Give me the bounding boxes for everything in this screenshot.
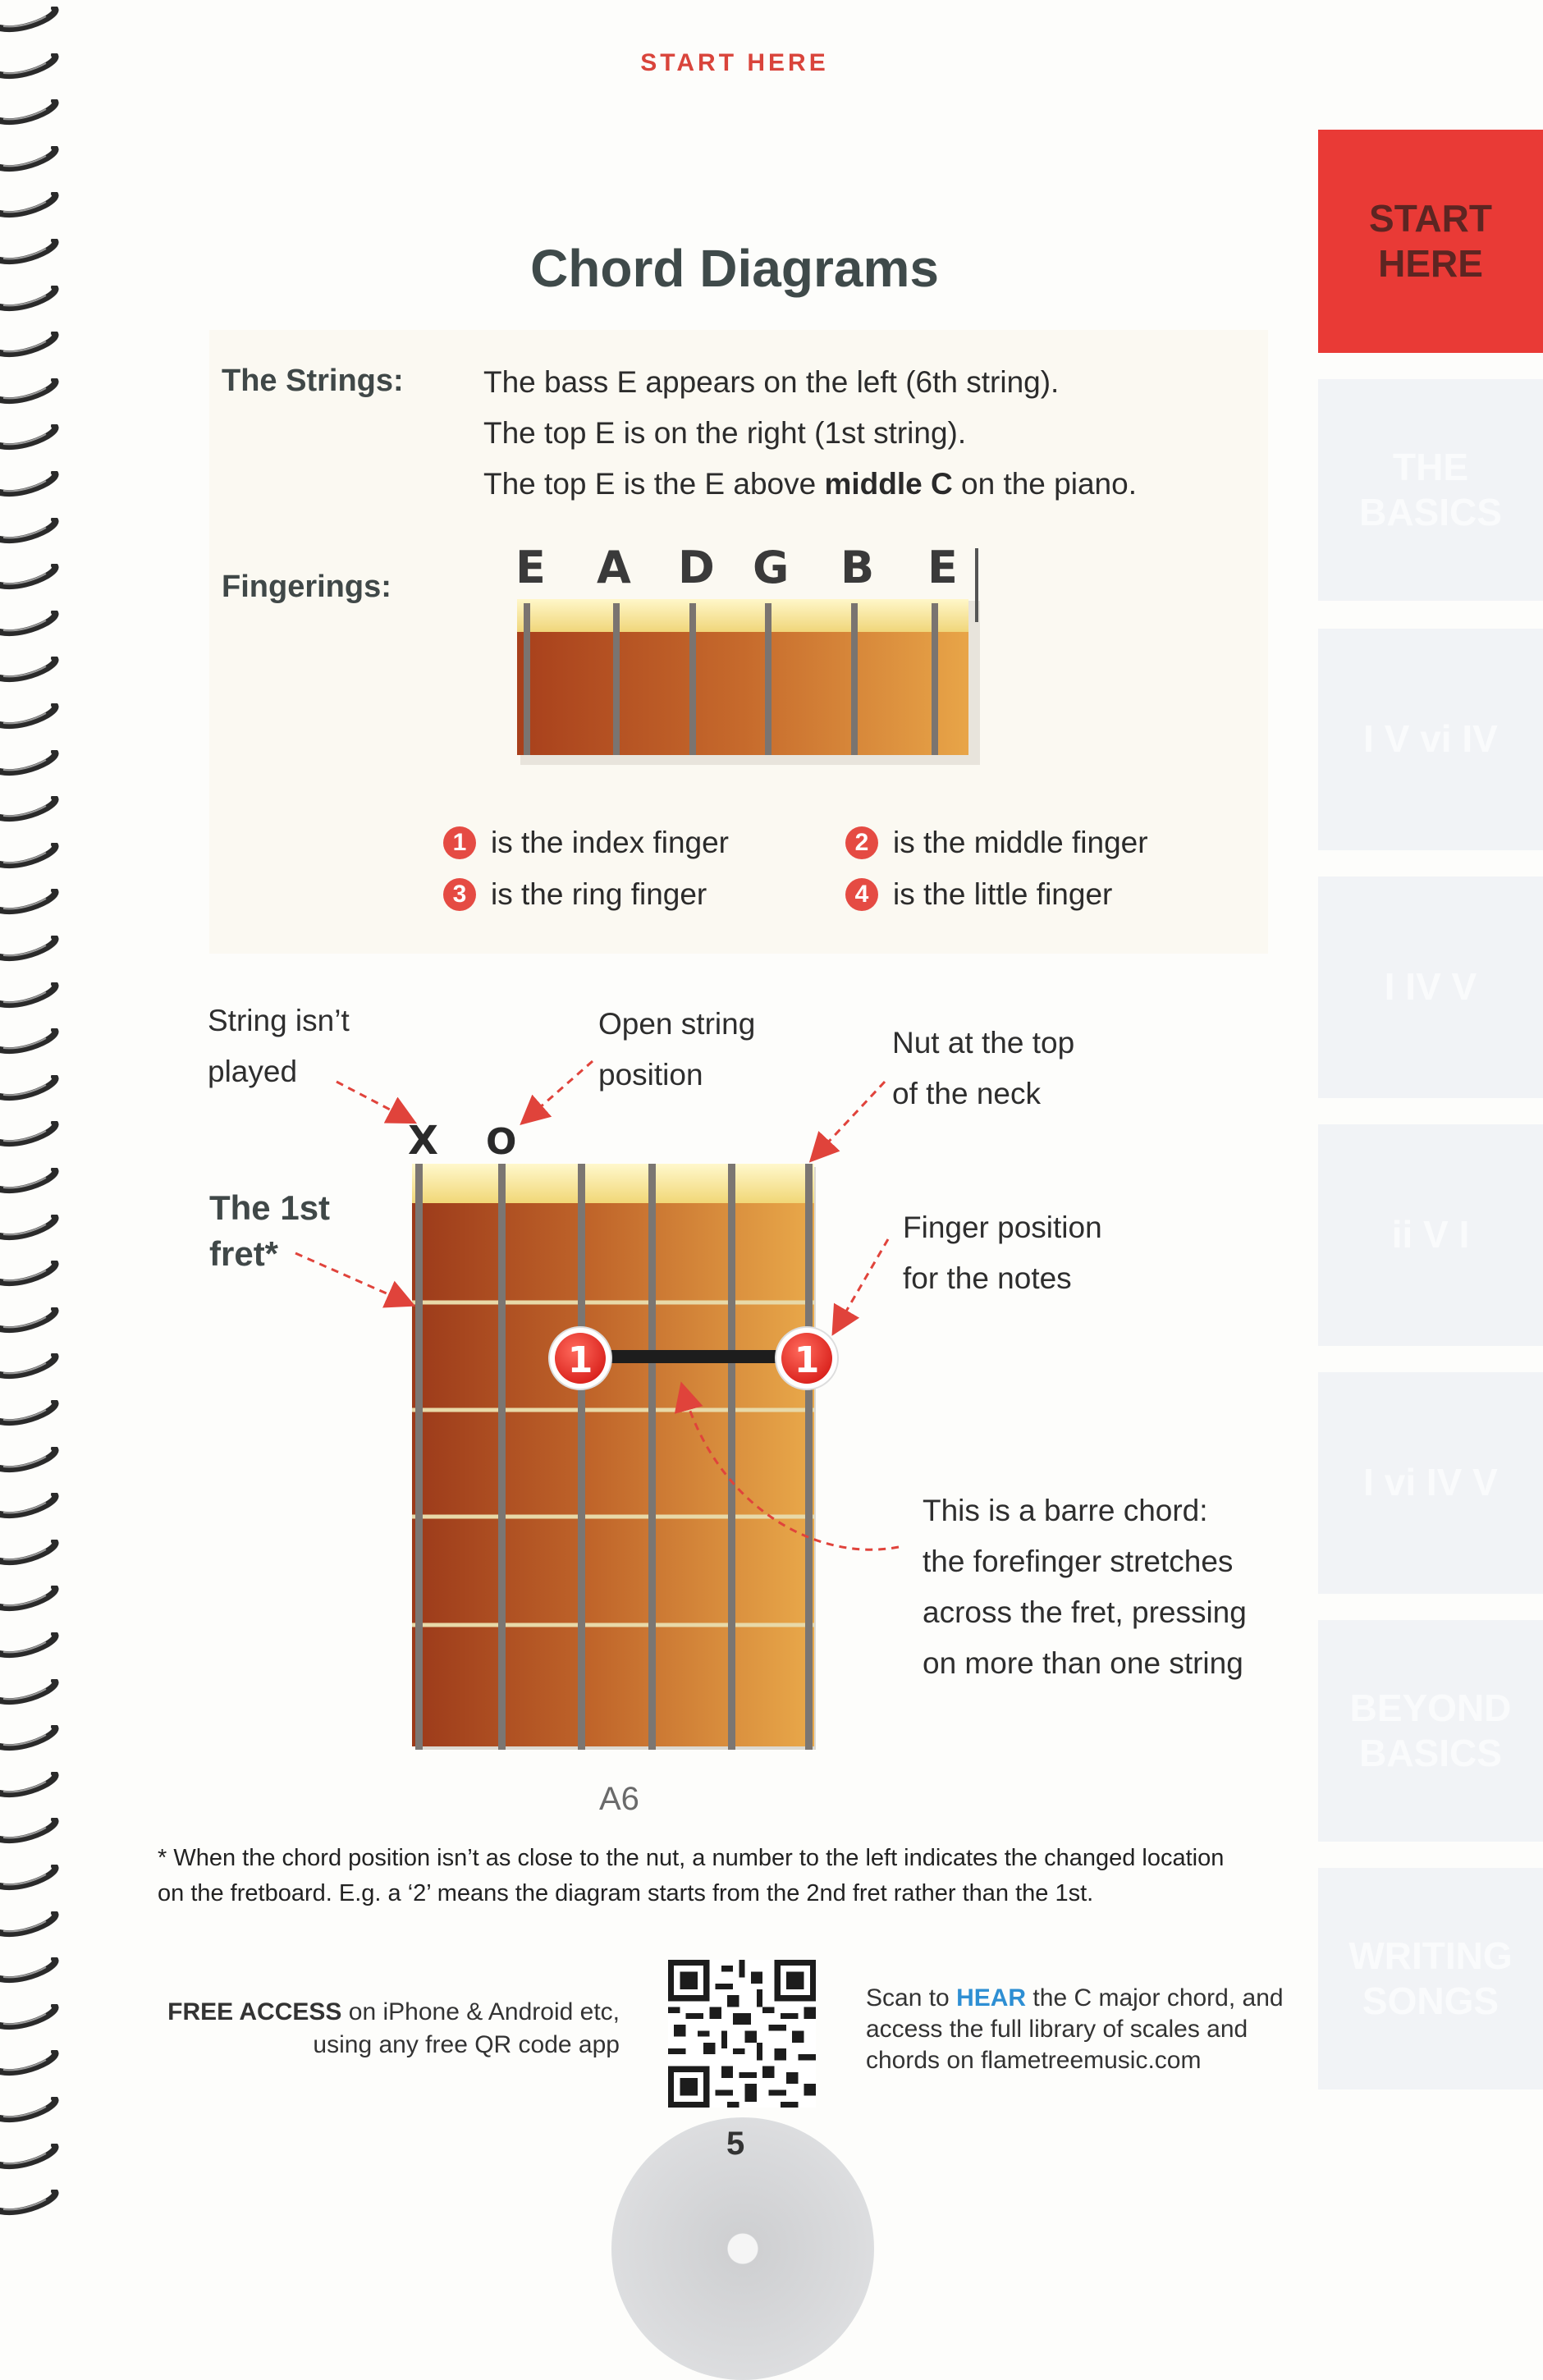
tab-the-basics[interactable]: THE BASICS <box>1318 379 1543 601</box>
arrow-finger-position <box>836 1239 888 1330</box>
strings-line-1: The bass E appears on the left (6th string). <box>483 365 1060 399</box>
finger-number: 2 <box>845 826 878 859</box>
diagram-string <box>578 1164 585 1750</box>
diagram-fretboard <box>412 1203 814 1746</box>
finger-desc: is the index finger <box>491 826 730 859</box>
diagram-nut <box>412 1164 814 1203</box>
finger-desc: is the little finger <box>893 877 1113 911</box>
scan-note: Scan to HEAR the C major chord, and access the full library of scales and chords on flametreemusic.com <box>866 1984 1284 2074</box>
open-marker: O <box>486 1121 517 1163</box>
annotation-open-string: Open string position <box>598 1007 756 1092</box>
arrow-first-fret <box>295 1253 409 1303</box>
diagram-string <box>648 1164 656 1750</box>
arrow-not-played <box>337 1082 410 1120</box>
tab-i-vi-iv-v[interactable]: I vi IV V <box>1318 1372 1543 1594</box>
finger-dot-label: 1 <box>567 1339 593 1381</box>
finger-desc: is the ring finger <box>491 877 707 911</box>
annotation-nut: Nut at the top of the neck <box>892 1026 1075 1110</box>
tab-writing-songs[interactable]: WRITING SONGS <box>1318 1868 1543 2089</box>
qr-code[interactable] <box>668 1960 816 2108</box>
annotation-finger-position: Finger position for the notes <box>903 1211 1102 1295</box>
barre-bar <box>580 1350 808 1363</box>
tab-i-iv-v[interactable]: I IV V <box>1318 876 1543 1098</box>
tab-i-v-vi-iv[interactable]: I V vi IV <box>1318 629 1543 850</box>
diagram-string <box>415 1164 423 1750</box>
string-name: A <box>597 542 631 593</box>
fingerings-label: Fingerings: <box>222 570 391 604</box>
tab-ii-v-i[interactable]: ii V I <box>1318 1124 1543 1346</box>
annotation-not-played: String isn’t played <box>208 1004 350 1088</box>
diagram-string <box>728 1164 735 1750</box>
finger-dot-label: 1 <box>794 1339 820 1381</box>
string-name: B <box>840 542 875 593</box>
annotation-barre: This is a barre chord: the forefinger stretches across the fret, pressing on more than one string <box>923 1494 1247 1680</box>
page-number: 5 <box>726 2126 745 2162</box>
string-name: E <box>927 542 958 593</box>
finger-desc: is the middle finger <box>893 826 1148 859</box>
string-name: G <box>753 542 790 593</box>
tab-start-here[interactable]: START HERE <box>1318 130 1543 353</box>
section-header: START HERE <box>640 49 829 76</box>
arrow-nut <box>814 1082 885 1157</box>
strings-label: The Strings: <box>222 364 404 398</box>
arrow-open-string <box>525 1061 593 1120</box>
strings-line-3: The top E is the E above middle C on the piano. <box>483 467 1137 501</box>
chord-name: A6 <box>599 1781 639 1817</box>
finger-number: 3 <box>443 878 476 911</box>
string-name: D <box>678 542 715 593</box>
free-access-note: FREE ACCESS on iPhone & Android etc, using any free QR code app <box>167 1998 620 2058</box>
diagram-string <box>498 1164 506 1750</box>
finger-number: 1 <box>443 826 476 859</box>
page-title: Chord Diagrams <box>530 239 939 298</box>
string-name: E <box>515 542 546 593</box>
finger-number: 4 <box>845 878 878 911</box>
strings-line-2: The top E is on the right (1st string). <box>483 416 967 450</box>
finger-dot-left <box>549 1327 611 1389</box>
tab-beyond-basics[interactable]: BEYOND BASICS <box>1318 1620 1543 1842</box>
annotation-first-fret: The 1st fret* <box>209 1188 331 1273</box>
footnote: * When the chord position isn’t as close to the nut, a number to the left indicates the changed location on the fretboard. E.g. a ‘2’ means the diagram starts from the 2nd fret rather than the 1st. <box>158 1845 1225 1906</box>
muted-marker: X <box>408 1118 439 1164</box>
finger-dot-right <box>776 1327 838 1389</box>
diagram-string <box>805 1164 813 1750</box>
